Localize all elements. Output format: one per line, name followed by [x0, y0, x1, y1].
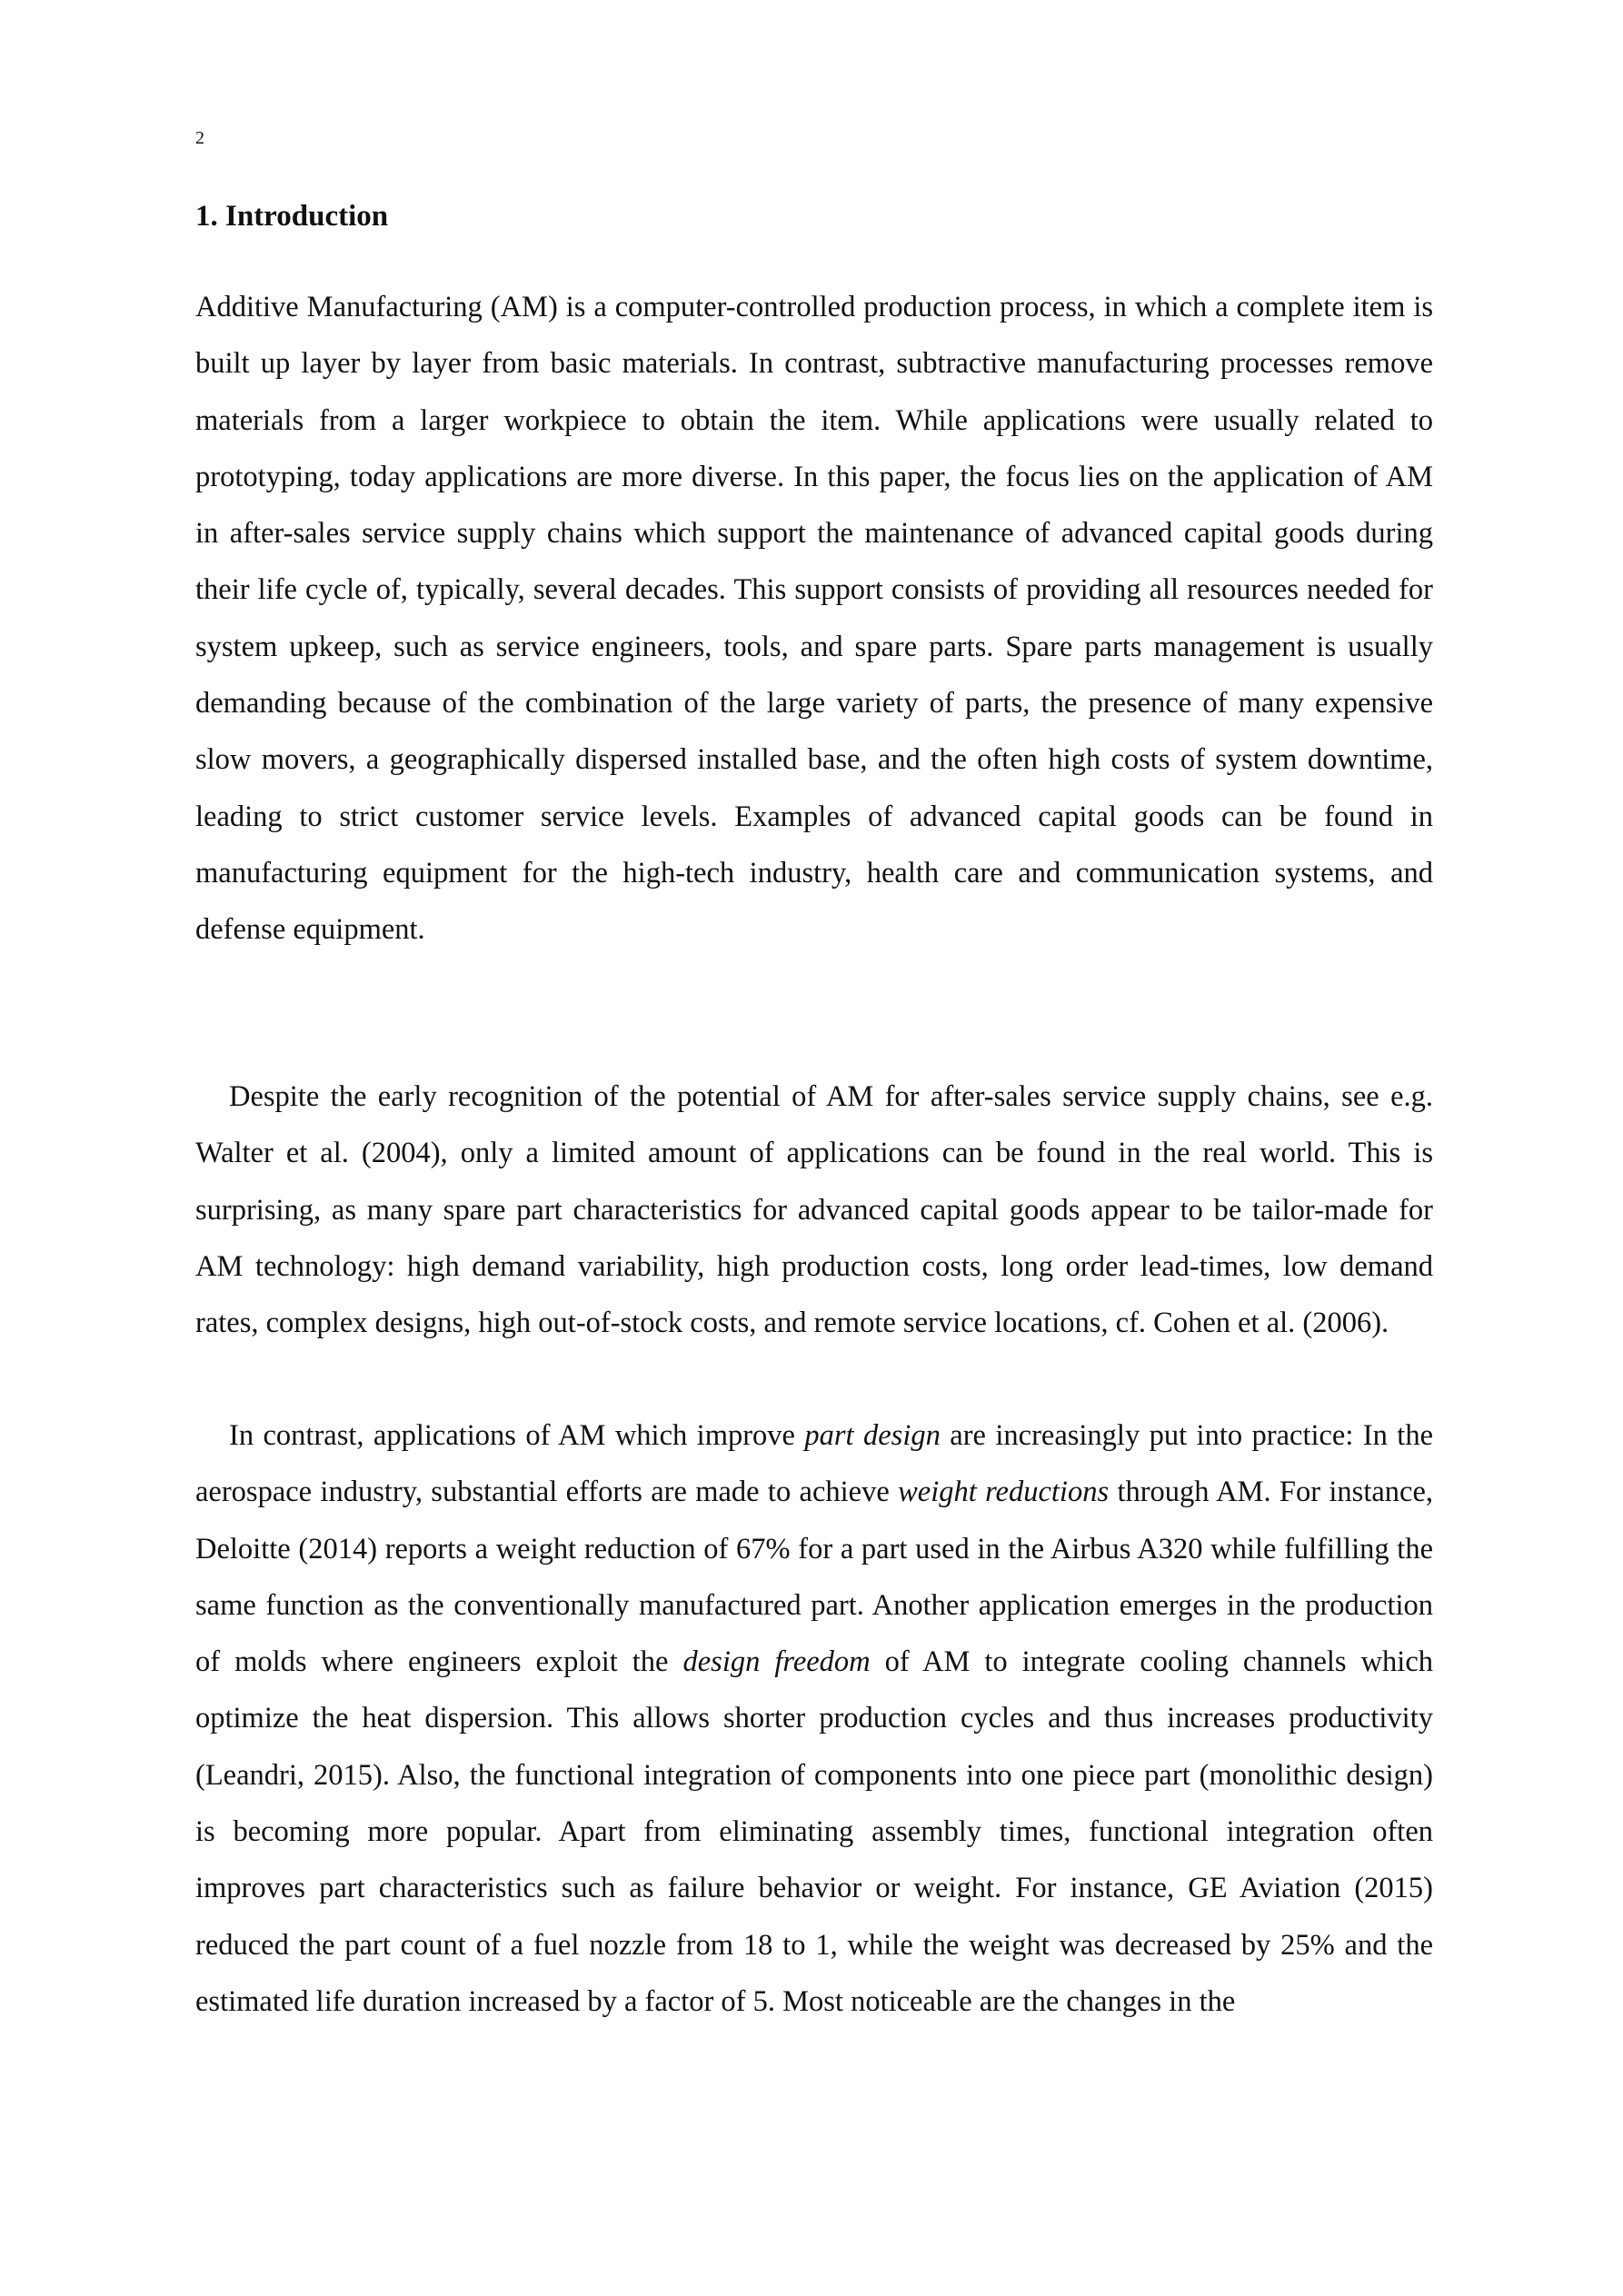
emphasis-part-design: part design: [804, 1419, 941, 1452]
page-number: 2: [195, 128, 204, 148]
paragraph-text-segment: of AM to integrate cooling channels which optimize the heat dispersion. This allows shorter production cycles and thus increases productivity (Leandri, 2015). Also, the functional integration of components into one piece part (monolithic design) is becoming more popular. Apart from eliminating assembly times, functional integration often improves part characteristics such as failure behavior or weight. For instance, GE Aviation (2015) reduced the part count of a fuel nozzle from 18 to 1, while the weight was decreased by 25% and the estimated life duration increased by a factor of 5. Most noticeable are the changes in the: [195, 1645, 1433, 2018]
paragraph-part-design: [195, 1407, 1433, 2030]
emphasis-design-freedom: design freedom: [682, 1645, 871, 1679]
paragraph-intro: Additive Manufacturing (AM) is a computer-controlled production process, in which a complete item is built up layer by layer from basic materials. In contrast, subtractive manufacturing processes remove materials from a larger workpiece to obtain the item. While applications were usually related to prototyping, today applications are more diverse. In this paper, the focus lies on the application of AM in after-sales service supply chains which support the maintenance of advanced capital goods during their life cycle of, typically, several decades. This support consists of providing all resources needed for system upkeep, such as service engineers, tools, and spare parts. Spare parts management is usually demanding because of the combination of the large variety of parts, the presence of many expensive slow movers, a geographically dispersed installed base, and the often high costs of system downtime, leading to strict customer service levels. Examples of advanced capital goods can be found in manufacturing equipment for the high-tech industry, health care and communication systems, and defense equipment.: [195, 291, 1433, 947]
paragraph-early-recognition: Despite the early recognition of the potential of AM for after-sales service supply chains, see e.g. Walter et al. (2004), only a limited amount of applications can be found in the real world. This is surprising, as many spare part characteristics for advanced capital goods appear to be tailor-made for AM technology: high demand variability, high production costs, long order lead-times, low demand rates, complex designs, high out-of-stock costs, and remote service locations, cf. Cohen et al. (2006).: [195, 1080, 1433, 1340]
paragraph-text-segment: through AM. For instance, Deloitte (2014) reports a weight reduction of 67% for a part used in the Airbus A320 while fulfilling the same function as the conventionally manufactured part. Another application emerges in the production of molds where engineers exploit the: [195, 1476, 1433, 1679]
paragraph-text-segment: In contrast, applications of AM which improve: [229, 1419, 805, 1452]
paragraph-text-segment: are increasingly put into practice: In the aerospace industry, substantial efforts are made to achieve: [195, 1419, 1433, 1509]
emphasis-weight-reductions: weight reductions: [898, 1476, 1110, 1509]
section-heading: 1. Introduction: [195, 200, 389, 233]
